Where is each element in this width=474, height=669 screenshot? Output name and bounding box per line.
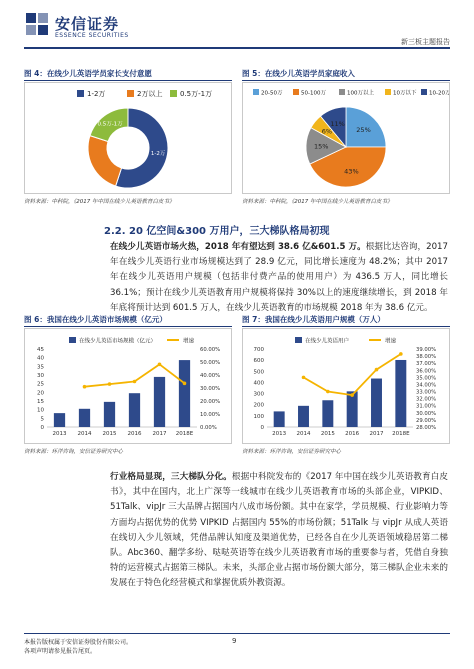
figure-6-source: 资料来源：环洋咨询，安信证券研究中心 <box>24 449 124 455</box>
figure-7-chart <box>242 328 450 444</box>
x-tick: 2015 <box>102 431 117 437</box>
bar <box>154 377 165 427</box>
legend-swatch <box>385 89 391 95</box>
y-left-tick: 15 <box>37 399 44 405</box>
legend-label: 20-50万 <box>261 90 283 97</box>
figure-6-title: 图 6：我国在线少儿英语市场规模（亿元） <box>24 315 167 324</box>
x-tick: 2013 <box>272 431 287 437</box>
figure-7-source: 资料来源：环洋咨询，安信证券研究中心 <box>242 449 342 455</box>
y-right-tick: 29.00% <box>416 417 437 424</box>
figure-5-chart <box>242 82 450 194</box>
y-right-tick: 60.00% <box>200 347 221 353</box>
legend-label: 10万以下 <box>393 90 417 97</box>
growth-point <box>350 393 354 397</box>
page-number: 9 <box>232 637 237 645</box>
paragraph-landscape-body: 根据中科院发布的《2017 年中国在线少儿英语教育白皮书》，其中在国内，北上广深等一线城市在线少儿英语教育市场的头部企业，VIPKID、51Talk、vipJr 三大品牌占据国内八成市场份额。其中在家学，学员规模、行业影响力等方面均占据优势的优势 VIPKID 占据国内 55%的市场份额；51Talk 与 vipJr 从成人英语在线切入少儿领域，凭借品牌认知度及渠道优势，已经各自在少儿英语领域稳居第二梯队。Abc360、翻学多纷、哒哒英语等在线少儿英语教育市场的重要参与者，凭借自身独特的运营模式占据第三梯队。未来，头部企业占据市场份额大部分，第三梯队企业未来的发展在于特色化经营模式和掌握优质外教资源。 <box>110 472 448 589</box>
bar <box>179 360 190 427</box>
bar <box>104 402 115 427</box>
y-right-tick: 33.00% <box>416 389 437 396</box>
growth-point <box>133 380 137 384</box>
y-right-tick: 40.00% <box>200 373 221 379</box>
y-left-tick: 20 <box>37 390 44 397</box>
combo-chart-user-scale <box>243 329 449 443</box>
y-right-tick: 50.00% <box>200 360 221 366</box>
company-logo-icon <box>25 12 49 36</box>
footer-disclaimer-copyright: 本报告版权属于安信证券股份有限公司。 <box>24 639 133 646</box>
pie-slice-label: 43% <box>344 167 359 176</box>
company-name-cn: 安信证券 <box>55 15 120 33</box>
growth-point <box>326 390 330 394</box>
bar <box>322 400 333 427</box>
y-right-tick: 37.00% <box>416 361 437 368</box>
x-tick: 2014 <box>296 431 311 437</box>
figure-4-chart <box>24 82 232 194</box>
x-tick: 2018E <box>175 431 194 437</box>
paragraph-landscape-lead: 行业格局显现，三大梯队分化。 <box>110 472 232 482</box>
y-left-tick: 600 <box>253 358 264 365</box>
legend-label-bar: 在线少儿英语市场规模（亿元） <box>79 338 157 345</box>
pie-slice-label: 25% <box>356 125 371 134</box>
growth-point <box>83 385 87 389</box>
figure-5-title: 图 5：在线少儿英语学员家庭收入 <box>242 69 355 78</box>
y-right-tick: 10.00% <box>200 412 221 418</box>
figure-6-rule <box>24 326 232 327</box>
figure-4-title: 图 4：在线少儿英语学员家长支付意愿 <box>24 69 152 78</box>
y-right-tick: 30.00% <box>416 410 437 417</box>
y-right-tick: 38.00% <box>416 354 437 361</box>
y-right-tick: 0.00% <box>200 425 217 431</box>
legend-swatch <box>293 89 299 95</box>
y-left-tick: 700 <box>253 347 264 353</box>
paragraph-market-size-body: 根据比达咨询，2017 年在线少儿英语行业市场规模达到了 28.9 亿元，同比增长速度为 48.2%；其中 2017 年在线少儿英语用户规模（包括非付费产品的使用用户）为 436.5 万人，同比增长 36.1%；预计在线少儿英语教育用户规模将保持 30%以上的速度继续增长，到 2018 年年底将预计达到 601.5 万人，在线少儿英语教育的市场规模 2018 年为 38.6 亿元。 <box>110 242 448 313</box>
y-left-tick: 5 <box>40 416 44 423</box>
bar <box>298 406 309 427</box>
x-tick: 2014 <box>77 431 92 437</box>
legend-swatch <box>339 89 345 95</box>
legend-label-line: 增速 <box>183 338 195 345</box>
legend-label: 100万以上 <box>347 90 374 97</box>
pie-slice-label: 6% <box>321 127 333 136</box>
y-left-tick: 0 <box>260 425 264 431</box>
x-tick: 2013 <box>52 431 67 437</box>
legend-swatch <box>421 89 427 95</box>
y-left-tick: 400 <box>253 380 264 387</box>
donut-slice-label: 0.5万-1万 <box>97 121 123 128</box>
growth-point <box>375 368 379 372</box>
legend-swatch-bar <box>295 337 302 343</box>
y-right-tick: 20.00% <box>200 399 221 405</box>
legend-label-2: 2万以上 <box>137 90 163 98</box>
footer-disclaimer-note: 各项声明请参见报告尾页。 <box>24 648 97 655</box>
y-right-tick: 31.00% <box>416 403 437 410</box>
legend-label-3: 0.5万-1万 <box>180 90 213 98</box>
header-divider <box>24 47 450 49</box>
growth-point <box>399 352 403 356</box>
bar <box>371 379 382 427</box>
y-left-tick: 500 <box>253 369 264 376</box>
pie-chart <box>243 83 449 193</box>
donut-slice-label: 1-2万 <box>150 150 166 157</box>
y-left-tick: 100 <box>253 413 264 420</box>
growth-line <box>304 354 401 395</box>
bar <box>79 409 90 427</box>
legend-swatch-bar <box>69 337 76 343</box>
figure-4-rule <box>24 80 232 81</box>
y-left-tick: 200 <box>253 402 264 409</box>
legend-label-1: 1-2万 <box>87 90 106 98</box>
report-type: 新三板主题报告 <box>401 38 450 46</box>
y-right-tick: 34.00% <box>416 382 437 389</box>
donut-chart <box>25 83 231 193</box>
y-left-tick: 25 <box>37 381 44 388</box>
legend-swatch-3 <box>170 90 177 97</box>
y-right-tick: 39.00% <box>416 347 437 353</box>
y-left-tick: 40 <box>37 355 44 362</box>
legend-label-line: 增速 <box>385 338 397 345</box>
y-left-tick: 10 <box>37 407 44 414</box>
figure-5-source: 资料来源：中科院，《2017 年中国在线少儿英语教育白皮书》 <box>242 199 393 205</box>
x-tick: 2017 <box>369 431 384 437</box>
y-right-tick: 30.00% <box>200 386 221 392</box>
y-right-tick: 28.00% <box>416 425 437 431</box>
legend-swatch-1 <box>77 90 84 97</box>
legend-swatch-2 <box>127 90 134 97</box>
bar <box>274 411 285 427</box>
y-right-tick: 35.00% <box>416 375 437 382</box>
combo-chart-market-size <box>25 329 231 443</box>
growth-point <box>183 382 187 386</box>
growth-point <box>302 376 306 380</box>
figure-7-title: 图 7：我国在线少儿英语用户规模（万人） <box>242 315 385 324</box>
bar <box>395 360 406 427</box>
x-tick: 2017 <box>152 431 167 437</box>
growth-point <box>108 382 112 386</box>
pie-slice-label: 15% <box>313 142 329 151</box>
bar <box>129 393 140 427</box>
paragraph-industry-landscape <box>110 470 448 592</box>
x-tick: 2016 <box>345 431 360 437</box>
paragraph-market-size <box>110 240 448 316</box>
footer-divider <box>24 633 450 634</box>
figure-5-rule <box>242 80 450 81</box>
y-left-tick: 300 <box>253 391 264 398</box>
figure-6-chart <box>24 328 232 444</box>
y-left-tick: 45 <box>37 347 44 353</box>
growth-point <box>158 363 162 367</box>
x-tick: 2018E <box>392 431 410 437</box>
y-left-tick: 0 <box>40 425 44 431</box>
legend-label: 50-100万 <box>301 90 326 97</box>
legend-swatch <box>253 89 259 95</box>
pie-slice-label: 11% <box>330 120 345 129</box>
y-left-tick: 30 <box>37 373 44 379</box>
bar <box>54 413 65 427</box>
y-right-tick: 36.00% <box>416 368 437 375</box>
section-heading: 2.2. 20 亿空间&300 万用户，三大梯队格局初现 <box>104 226 330 237</box>
x-tick: 2016 <box>127 431 142 437</box>
legend-label: 10-20万 <box>429 90 449 97</box>
figure-4-source: 资料来源：中科院，《2017 年中国在线少儿英语教育白皮书》 <box>24 199 175 205</box>
company-name-en: ESSENCE SECURITIES <box>55 32 129 39</box>
paragraph-market-size-lead: 在线少儿英语市场火热，2018 年有望达到 38.6 亿&601.5 万。 <box>110 242 366 252</box>
y-left-tick: 35 <box>37 364 44 371</box>
y-right-tick: 32.00% <box>416 396 437 403</box>
donut-slice <box>88 136 122 186</box>
x-tick: 2015 <box>320 431 335 437</box>
figure-7-rule <box>242 326 450 327</box>
growth-line <box>85 364 185 386</box>
legend-label-bar: 在线少儿英语用户 <box>305 338 350 345</box>
